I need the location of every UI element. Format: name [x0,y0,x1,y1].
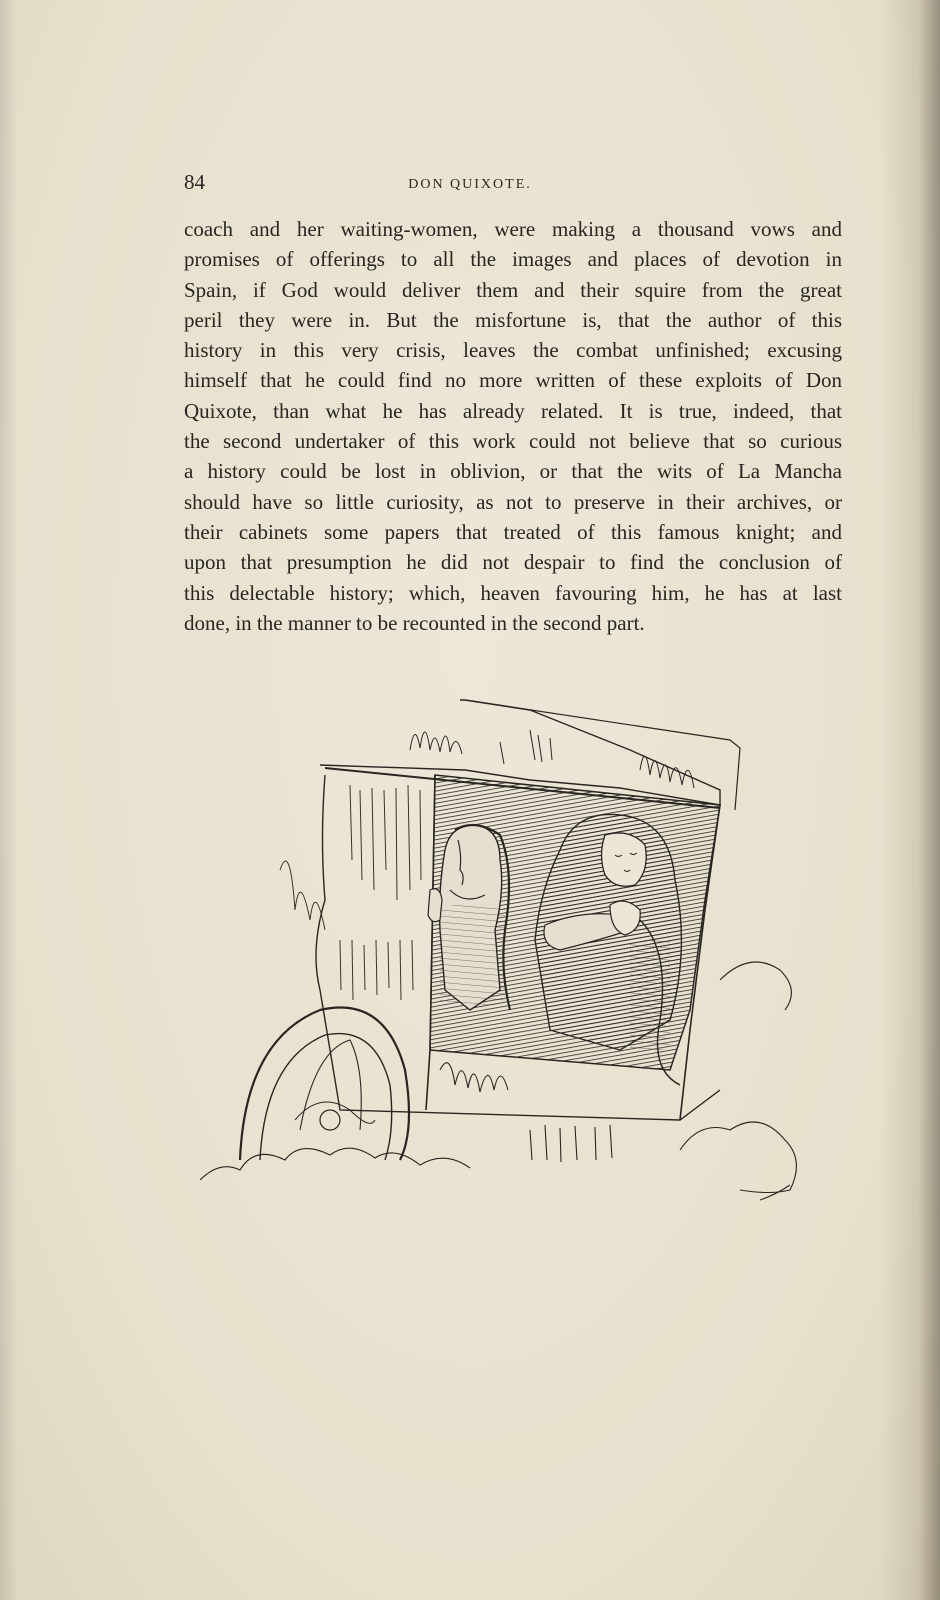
coach-illustration [200,690,820,1230]
text-line: this delectable history; which, heaven favouring him, he has at last [184,580,842,605]
engraving-two-women-in-coach [200,690,820,1230]
text-line: Spain, if God would deliver them and their squire from the great [184,277,842,302]
text-line: history in this very crisis, leaves the combat unfinished; excusing [184,338,842,363]
text-line: Quixote, than what he has already related. It is true, indeed, that [184,398,842,423]
text-line: coach and her waiting-women, were making a thousand vows and [184,217,842,241]
text-line: the second undertaker of this work could not believe that so curious [184,429,842,454]
text-line: should have so little curiosity, as not to preserve in their archives, or [184,489,842,514]
text-line: their cabinets some papers that treated of this famous knight; and [184,519,842,544]
body-paragraph [184,214,842,638]
coach-wheel [240,1008,409,1161]
text-line: promises of offerings to all the images and places of devotion in [184,247,842,272]
text-line: upon that presumption he did not despair to find the conclusion of [184,550,842,575]
text-line: a history could be lost in oblivion, or that the wits of La Mancha [184,459,842,484]
page-number: 84 [184,170,205,194]
text-line: peril they were in. But the misfortune is, that the author of this [184,307,842,332]
running-head: DON QUIXOTE. [408,177,532,192]
text-line: himself that he could find no more written of these exploits of Don [184,368,842,393]
text-line: done, in the manner to be recounted in the second part. [184,610,645,635]
